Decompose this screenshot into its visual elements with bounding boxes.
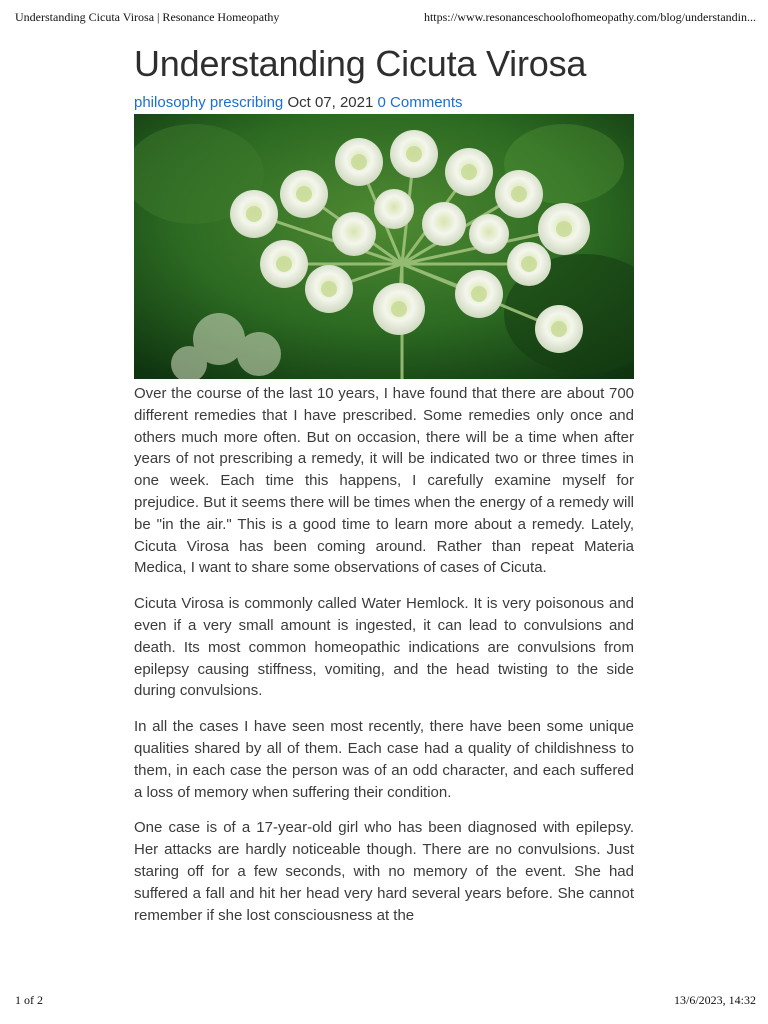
- print-header: [15, 10, 756, 28]
- article-title: Understanding Cicuta Virosa: [134, 43, 587, 84]
- article: [134, 40, 634, 940]
- article-body: [134, 383, 634, 926]
- print-page-title: Understanding Cicuta Virosa | Resonance Homeopathy: [15, 10, 280, 24]
- print-url: https://www.resonanceschoolofhomeopathy.com/blog/understandin...: [423, 10, 756, 24]
- hero-image: [134, 114, 634, 379]
- paragraph: Over the course of the last 10 years, I have found that there are about 700 different remedies that I have prescribed. Some remedies only once and others much more often. But on occasion, there will be a time when after years of not prescribing a remedy, it will be indicated two or three times in one week. Each time this happens, I carefully examine myself for prejudice. But it seems there will be times when the energy of a remedy will be "in the air." This is a good time to learn more about a remedy. Lately, Cicuta Virosa has been coming around. Rather than repeat Materia Medica, I want to share some observations of cases of Cicuta.: [134, 385, 634, 577]
- article-meta: [134, 92, 634, 114]
- paragraph: Cicuta Virosa is commonly called Water Hemlock. It is very poisonous and even if a very small amount is ingested, it can lead to convulsions and death. Its most common homeopathic indications are convulsions from epilepsy causing stiffness, vomiting, and the head twisting to the side during convulsions.: [134, 595, 634, 700]
- comments-link[interactable]: 0 Comments: [377, 94, 463, 111]
- paragraph: In all the cases I have seen most recently, there have been some unique qualities shared by all of them. Each case had a quality of childishness to them, in each case the person was of an odd character, and each suffered a loss of memory when suffering their condition.: [134, 718, 634, 801]
- print-timestamp: 13/6/2023, 14:32: [673, 993, 756, 1007]
- category-link[interactable]: philosophy prescribing: [134, 94, 284, 111]
- article-date: Oct 07, 2021: [287, 94, 374, 111]
- print-footer: [15, 993, 756, 1009]
- print-page-number: 1 of 2: [15, 993, 43, 1007]
- paragraph: One case is of a 17-year-old girl who has been diagnosed with epilepsy. Her attacks are hardly noticeable though. There are no convulsions. Just staring off for a few seconds, with no memory of the event. She had suffered a fall and hit her head very hard several years before. She cannot remember if she lost consciousness at the: [134, 819, 634, 924]
